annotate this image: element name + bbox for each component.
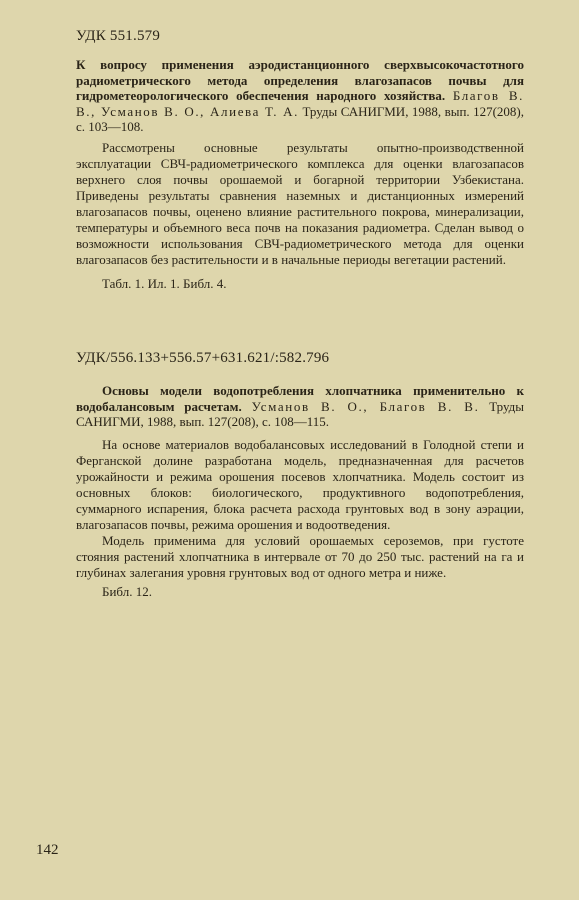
udk-code-1: УДК 551.579 xyxy=(76,28,161,44)
article-1-authors: Благов В. В., Усманов В. О., Алиева Т. А. xyxy=(76,88,524,119)
page-number: 142 xyxy=(36,842,59,858)
article-1-abstract-block xyxy=(76,140,524,268)
article-2-title: Основы модели водопотребления хлопчатника применительно к водобалансовым расчетам. xyxy=(76,383,524,414)
article-2-abstract-p2: Модель применима для условий орошаемых сероземов, при густоте стояния растений хлопчатника в интервале от 70 до 250 тыс. растений на га и глубинах залегания уровня грунтовых вод от одного метра и ниже. xyxy=(76,533,524,580)
article-2-header xyxy=(76,383,524,430)
udk-code-2: УДК/556.133+556.57+631.621/:582.796 xyxy=(76,350,330,366)
article-1-note: Табл. 1. Ил. 1. Библ. 4. xyxy=(102,276,227,291)
article-2-abstract-block xyxy=(76,437,524,581)
article-1-title: К вопросу применения аэродистанционного сверхвысокочастотного радиометрического метода определения влагозапасов почвы для гидрометеорологического обеспечения народного хозяйства. xyxy=(76,57,524,103)
article-1-abstract: Рассмотрены основные результаты опытно-производственной эксплуатации СВЧ-радиометрического комплекса для оценки влагозапасов верхнего слоя почвы орошаемой и богарной территории Узбекистана. Приведены результаты сравнения наземных и дистанционных измерений влагозапасов почвы, оценено влияние растительного покрова, минерализации, температуры и объемного веса почв на показания радиометра. Сделан вывод о возможности использования СВЧ-радиометрического метода для оценки влагозапасов без растительности и в начальные периоды вегетации растений. xyxy=(76,140,524,267)
article-2-source: Труды САНИГМИ, 1988, вып. 127(208), с. 108—115. xyxy=(76,398,525,429)
article-2-abstract-p1: На основе материалов водобалансовых исследований в Голодной степи и Ферганской долине разработана модель, предназначенная для расчетов урожайности и режима орошения посевов хлопчатника. Модель состоит из основных блоков: биологического, продуктивного водопотребления, суммарного испарения, блока расчета расхода грунтовых вод в зону аэрации, влагозапасов почвы, режима орошения и водоотведения. xyxy=(76,437,524,532)
article-2-note: Библ. 12. xyxy=(102,584,152,599)
article-1-source: Труды САНИГМИ, 1988, вып. 127(208), с. 103—108. xyxy=(76,103,525,134)
article-2-authors: Усманов В. О., Благов В. В. xyxy=(251,398,480,414)
article-1-header xyxy=(76,57,524,135)
